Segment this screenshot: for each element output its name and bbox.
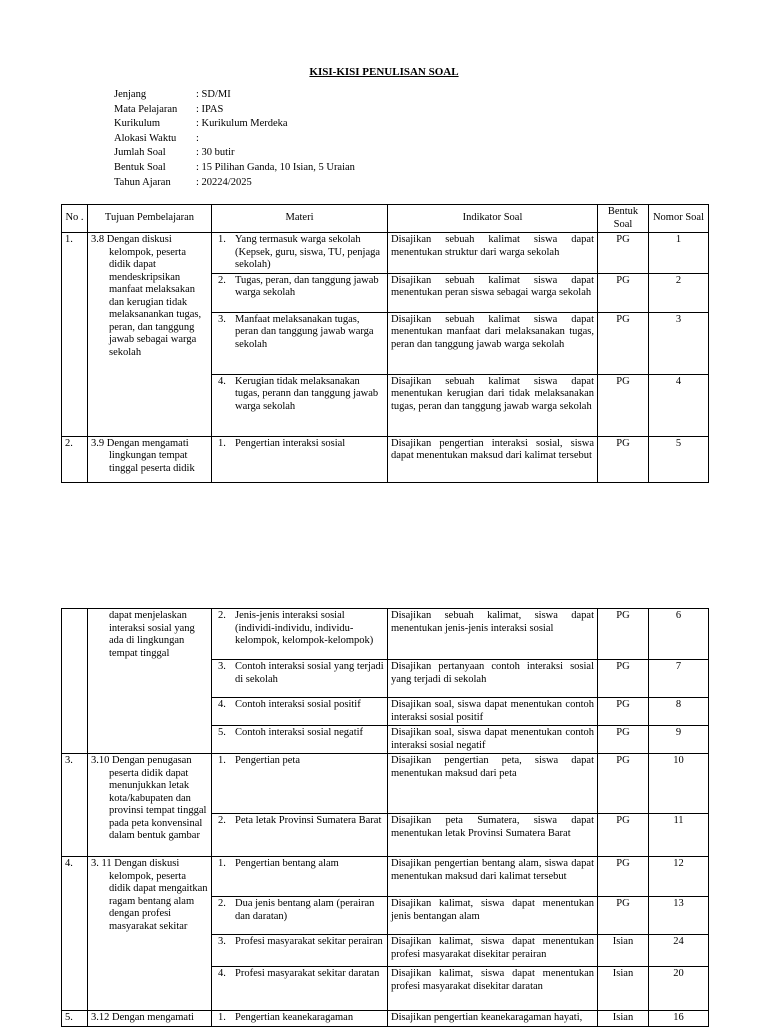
header-indikator: Indikator Soal — [388, 205, 598, 233]
header-tujuan: Tujuan Pembelajaran — [88, 205, 212, 233]
tujuan-cell — [88, 857, 212, 1011]
table-row — [62, 754, 709, 814]
tujuan-text: lingkungan tempat tinggal peserta didik — [109, 450, 195, 474]
meta-label: Tahun Ajaran — [114, 176, 171, 188]
bentuk-cell: Isian — [598, 935, 649, 967]
meta-row — [114, 132, 355, 147]
row-number: 1. — [62, 233, 88, 437]
materi-text: Pengertian peta — [235, 755, 301, 766]
meta-row — [114, 176, 355, 191]
header-materi: Materi — [212, 205, 388, 233]
bentuk-cell: PG — [598, 698, 649, 726]
header-no: No . — [62, 205, 88, 233]
materi-cell — [212, 312, 388, 374]
materi-text: Dua jenis bentang alam (perairan dan daratan) — [235, 898, 375, 922]
tujuan-heading: 3.9 Dengan mengamati — [91, 437, 189, 449]
materi-text: Jenis-jenis interaksi sosial (individi-individu, individu-kelompok, kelompok-kelompok) — [235, 610, 374, 646]
tujuan-cell — [88, 233, 212, 437]
materi-number: 1. — [218, 234, 226, 245]
tujuan-text: kelompok, peserta didik dapat mengaitkan ragam bentang alam dengan profesi masyarakat sekitar — [109, 870, 208, 932]
nomor-cell: 7 — [649, 660, 709, 698]
indikator-cell: Disajikan pengertian peta, siswa dapat menentukan maksud dari peta — [388, 754, 598, 814]
nomor-cell: 8 — [649, 698, 709, 726]
materi-number: 3. — [218, 936, 226, 947]
nomor-cell: 11 — [649, 814, 709, 857]
tujuan-heading: 3.10 Dengan penugasan — [91, 755, 192, 766]
nomor-cell: 24 — [649, 935, 709, 967]
bentuk-cell: PG — [598, 726, 649, 754]
nomor-cell: 20 — [649, 967, 709, 1011]
bentuk-cell: PG — [598, 374, 649, 436]
nomor-cell: 1 — [649, 233, 709, 274]
bentuk-cell: PG — [598, 436, 649, 482]
materi-number: 4. — [218, 968, 226, 979]
meta-label: Kurikulum — [114, 118, 161, 130]
materi-text: Profesi masyarakat sekitar daratan — [235, 968, 380, 979]
meta-value: : 20224/2025 — [196, 176, 252, 188]
materi-text: Pengertian bentang alam — [235, 858, 339, 869]
meta-value: : 30 butir — [196, 147, 235, 159]
materi-cell — [212, 374, 388, 436]
materi-text: Contoh interaksi sosial positif — [235, 699, 361, 710]
materi-number: 5. — [218, 727, 226, 738]
row-number: 2. — [62, 436, 88, 482]
bentuk-cell: PG — [598, 609, 649, 660]
materi-number: 4. — [218, 375, 226, 387]
materi-number: 2. — [218, 815, 226, 826]
materi-text: Tugas, peran, dan tanggung jawab warga sekolah — [235, 274, 379, 298]
bentuk-cell: PG — [598, 233, 649, 274]
materi-cell — [212, 698, 388, 726]
materi-number: 2. — [218, 610, 226, 621]
indikator-cell: Disajikan kalimat, siswa dapat menentukan profesi masyarakat disekitar perairan — [388, 935, 598, 967]
tujuan-heading: 3. 11 Dengan diskusi — [91, 858, 180, 869]
materi-cell — [212, 897, 388, 935]
indikator-cell: Disajikan peta Sumatera, siswa dapat menentukan letak Provinsi Sumatera Barat — [388, 814, 598, 857]
materi-text: Manfaat melaksanakan tugas, peran dan tanggung jawab warga sekolah — [235, 313, 374, 350]
indikator-cell: Disajikan sebuah kalimat siswa dapat menentukan peran siswa sebagai warga sekolah — [388, 273, 598, 312]
meta-row — [114, 103, 355, 118]
materi-cell — [212, 726, 388, 754]
materi-text: Contoh interaksi sosial yang terjadi di sekolah — [235, 661, 384, 685]
materi-text: Pengertian keanekaragaman — [235, 1012, 354, 1023]
row-number: 5. — [62, 1011, 88, 1027]
materi-text: Profesi masyarakat sekitar perairan — [235, 936, 383, 947]
table-row — [62, 857, 709, 897]
tujuan-text: kelompok, peserta didik dapat mendeskripsikan manfaat melaksakan dan kerugian tidak melaksanankan tugas, peran, dan tanggung jawab sebagai warga sekolah — [109, 246, 202, 358]
materi-cell — [212, 754, 388, 814]
indikator-cell: Disajikan sebuah kalimat siswa dapat menentukan struktur dari warga sekolah — [388, 233, 598, 274]
materi-cell — [212, 857, 388, 897]
indikator-cell: Disajikan sebuah kalimat siswa dapat menentukan manfaat dari melaksanakan tugas, peran dan tanggung jawab warga sekolah — [388, 312, 598, 374]
indikator-cell: Disajikan pengertian keanekaragaman hayati, — [388, 1011, 598, 1027]
nomor-cell: 3 — [649, 312, 709, 374]
meta-value: : Kurikulum Merdeka — [196, 118, 288, 130]
page-title: KISI-KISI PENULISAN SOAL — [309, 66, 459, 78]
meta-value: : — [196, 132, 199, 144]
meta-label: Mata Pelajaran — [114, 103, 178, 115]
indikator-cell: Disajikan pertanyaan contoh interaksi sosial yang terjadi di sekolah — [388, 660, 598, 698]
bentuk-cell: PG — [598, 897, 649, 935]
tujuan-cell — [88, 609, 212, 754]
materi-number: 1. — [218, 1012, 226, 1023]
indikator-cell: Disajikan pengertian interaksi sosial, siswa dapat menentukan maksud dari kalimat tersebut — [388, 436, 598, 482]
materi-text: Kerugian tidak melaksanakan tugas, perann dan tanggung jawab warga sekolah — [235, 375, 379, 412]
kisi-kisi-table-part-2 — [61, 608, 709, 1027]
materi-cell — [212, 814, 388, 857]
bentuk-cell: PG — [598, 754, 649, 814]
row-number — [62, 609, 88, 754]
nomor-cell: 5 — [649, 436, 709, 482]
nomor-cell: 16 — [649, 1011, 709, 1027]
tujuan-heading: 3.12 Dengan mengamati — [91, 1012, 194, 1023]
meta-label: Jumlah Soal — [114, 147, 166, 159]
meta-row — [114, 117, 355, 132]
indikator-cell: Disajikan soal, siswa dapat menentukan contoh interaksi sosial negatif — [388, 726, 598, 754]
materi-text: Contoh interaksi sosial negatif — [235, 727, 364, 738]
nomor-cell: 2 — [649, 273, 709, 312]
meta-row — [114, 88, 355, 103]
materi-text: Peta letak Provinsi Sumatera Barat — [235, 815, 382, 826]
bentuk-cell: PG — [598, 814, 649, 857]
materi-text: Pengertian interaksi sosial — [235, 437, 346, 449]
header-nomor: Nomor Soal — [649, 205, 709, 233]
nomor-cell: 4 — [649, 374, 709, 436]
table-row — [62, 436, 709, 482]
nomor-cell: 6 — [649, 609, 709, 660]
materi-cell — [212, 609, 388, 660]
bentuk-cell: PG — [598, 660, 649, 698]
nomor-cell: 10 — [649, 754, 709, 814]
indikator-cell: Disajikan kalimat, siswa dapat menentukan profesi masyarakat disekitar daratan — [388, 967, 598, 1011]
kisi-kisi-table-part-1 — [61, 204, 709, 483]
tujuan-cell — [88, 754, 212, 857]
materi-number: 1. — [218, 437, 226, 449]
materi-number: 2. — [218, 898, 226, 909]
indikator-cell: Disajikan soal, siswa dapat menentukan contoh interaksi sosial positif — [388, 698, 598, 726]
indikator-cell: Disajikan sebuah kalimat, siswa dapat menentukan jenis-jenis interaksi sosial — [388, 609, 598, 660]
materi-text: Yang termasuk warga sekolah (Kepsek, guru, siswa, TU, penjaga sekolah) — [235, 234, 381, 270]
materi-cell — [212, 233, 388, 274]
meta-label: Bentuk Soal — [114, 161, 166, 173]
materi-number: 4. — [218, 699, 226, 710]
materi-number: 1. — [218, 858, 226, 869]
indikator-cell: Disajikan kalimat, siswa dapat menentukan jenis bentangan alam — [388, 897, 598, 935]
document-meta — [114, 88, 355, 190]
bentuk-cell: PG — [598, 312, 649, 374]
indikator-cell: Disajikan pengertian bentang alam, siswa dapat menentukan maksud dari kalimat tersebut — [388, 857, 598, 897]
meta-value: : IPAS — [196, 103, 224, 115]
meta-value: : SD/MI — [196, 89, 231, 100]
meta-row — [114, 146, 355, 161]
materi-number: 3. — [218, 661, 226, 672]
row-number: 4. — [62, 857, 88, 1011]
row-number: 3. — [62, 754, 88, 857]
header-bentuk: Bentuk Soal — [598, 205, 649, 233]
meta-label: Jenjang — [114, 89, 147, 100]
nomor-cell: 9 — [649, 726, 709, 754]
table-row — [62, 609, 709, 660]
materi-cell — [212, 273, 388, 312]
meta-row — [114, 161, 355, 176]
meta-value: : 15 Pilihan Ganda, 10 Isian, 5 Uraian — [196, 161, 355, 173]
tujuan-text: peserta didik dapat menunjukkan letak kota/kabupaten dan provinsi tempat tinggal pada peta konvensinal dalam bentuk gambar — [109, 767, 207, 841]
tujuan-text: dapat menjelaskan interaksi sosial yang ada di lingkungan tempat tinggal — [109, 610, 195, 659]
bentuk-cell: Isian — [598, 1011, 649, 1027]
materi-number: 2. — [218, 274, 226, 286]
materi-number: 1. — [218, 755, 226, 766]
table-row — [62, 233, 709, 274]
nomor-cell: 12 — [649, 857, 709, 897]
bentuk-cell: PG — [598, 857, 649, 897]
materi-cell — [212, 660, 388, 698]
bentuk-cell: PG — [598, 273, 649, 312]
indikator-cell: Disajikan sebuah kalimat siswa dapat menentukan kerugian dari tidak melaksanakan tugas, peran dan tanggung jawab warga sekolah — [388, 374, 598, 436]
materi-cell — [212, 436, 388, 482]
meta-label: Alokasi Waktu — [114, 132, 177, 144]
materi-cell — [212, 967, 388, 1011]
materi-cell — [212, 935, 388, 967]
bentuk-cell: Isian — [598, 967, 649, 1011]
tujuan-heading: 3.8 Dengan diskusi — [91, 234, 172, 245]
tujuan-cell — [88, 436, 212, 482]
nomor-cell: 13 — [649, 897, 709, 935]
materi-number: 3. — [218, 313, 226, 325]
